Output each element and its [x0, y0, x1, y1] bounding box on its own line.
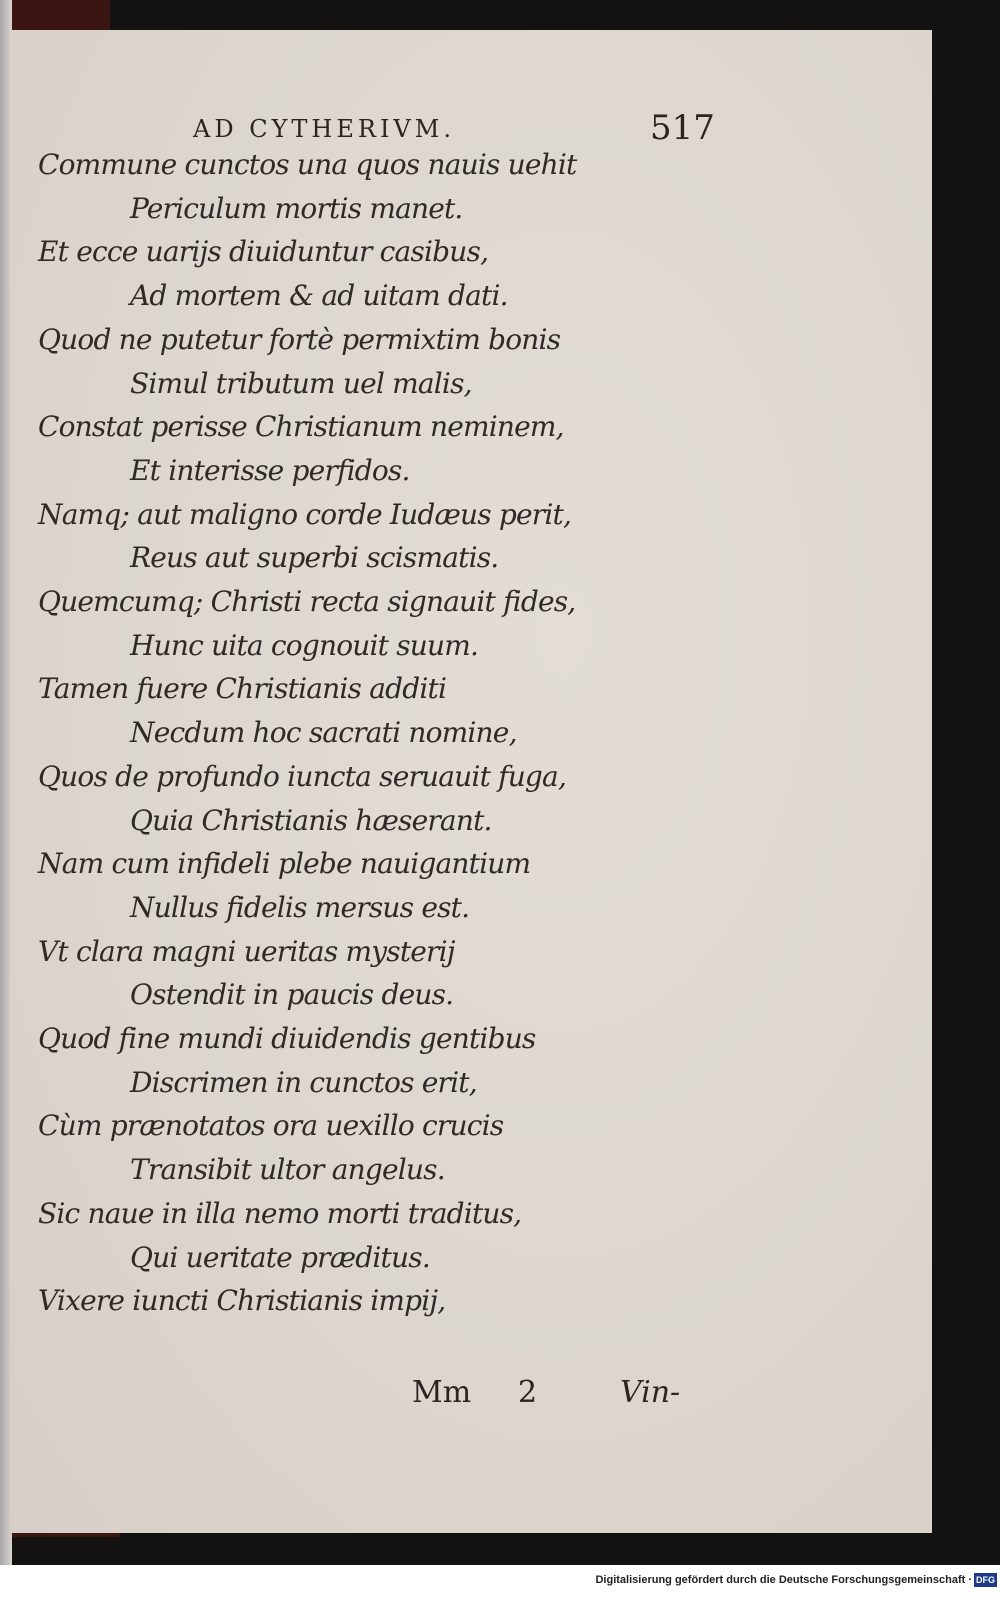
paper-page: [10, 30, 932, 1533]
verse-line: Reus aut superbi scismatis.: [130, 541, 499, 575]
verse-line: Commune cunctos una quos nauis uehit: [38, 148, 577, 181]
verse-line: Tamen fuere Christianis additi: [38, 672, 447, 706]
verse-line: Nullus fidelis mersus est.: [130, 890, 470, 924]
verse-line: Necdum hoc sacrati nomine,: [130, 716, 517, 750]
verse-line: Transibit ultor angelus.: [130, 1153, 445, 1187]
verse-line: Namq; aut maligno corde Iudæus perit,: [38, 497, 572, 531]
verse-line: Et ecce uarijs diuiduntur casibus,: [38, 235, 489, 269]
verse-line: Constat perisse Christianum neminem,: [38, 410, 564, 444]
verse-line: Quod fine mundi diuidendis gentibus: [38, 1022, 536, 1055]
dfg-logo: DFG: [976, 1575, 995, 1585]
verse-line: Hunc uita cognouit suum.: [130, 628, 479, 662]
verse-line: Et interisse perfidos.: [130, 453, 410, 487]
verse-line: Periculum mortis manet.: [130, 191, 463, 225]
verse-line: Quemcumq; Christi recta signauit fides,: [38, 585, 576, 618]
verse-line: Quia Christianis hæserant.: [130, 803, 492, 837]
verse-line: Discrimen in cunctos erit,: [130, 1065, 477, 1099]
funding-note: Digitalisierung gefördert durch die Deutsche Forschungsgemeinschaft ·: [595, 1574, 972, 1586]
verse-line: Simul tributum uel malis,: [130, 366, 472, 400]
binding-edge-top: [0, 0, 110, 30]
catchword: Vin-: [620, 1375, 681, 1410]
verse-line: Ostendit in paucis deus.: [130, 978, 454, 1012]
verse-line: Vixere iuncti Christianis impij,: [38, 1284, 446, 1318]
verse-line: Ad mortem & ad uitam dati.: [130, 279, 508, 313]
signature-number: 2: [518, 1375, 538, 1410]
verse-line: Nam cum infideli plebe nauigantium: [38, 847, 531, 881]
verse-line: Vt clara magni ueritas mysterij: [38, 934, 455, 968]
verse-line: Qui ueritate præditus.: [130, 1240, 430, 1274]
verse-line: Sic naue in illa nemo morti traditus,: [38, 1196, 522, 1230]
footer-bar: [0, 1565, 1000, 1598]
verse-line: Quod ne putetur fortè permixtim bonis: [38, 322, 561, 356]
signature-mark: Mm: [412, 1375, 472, 1410]
page-number: 517: [650, 108, 715, 148]
verse-line: Cùm prænotatos ora uexillo crucis: [38, 1109, 504, 1143]
running-head: AD CYTHERIVM.: [193, 115, 455, 143]
verse-line: Quos de profundo iuncta seruauit fuga,: [38, 759, 567, 793]
